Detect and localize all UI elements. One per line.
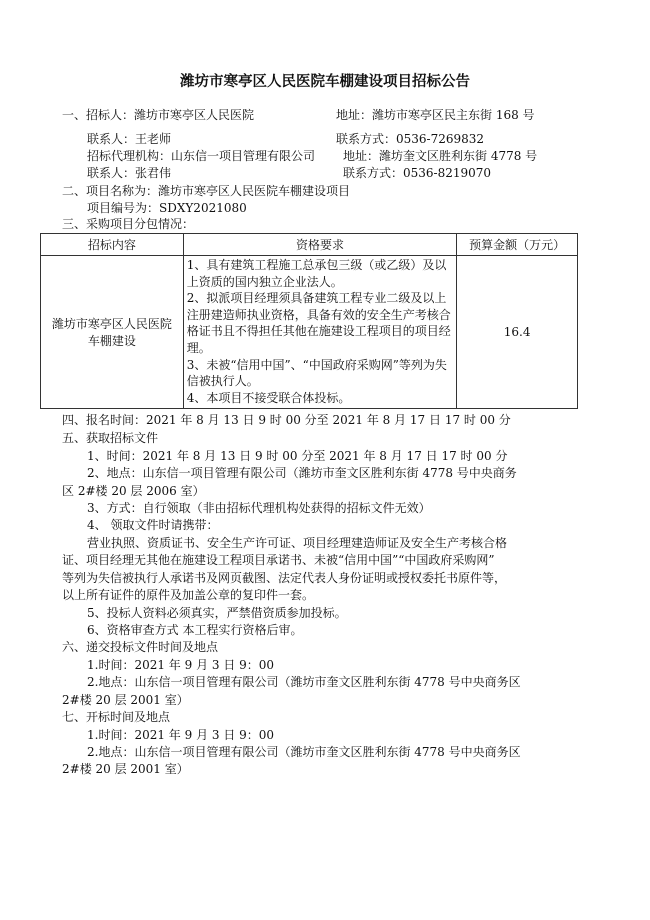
s7-location-a: 2.地点：山东信一项目管理有限公司（潍坊市奎文区胜利东街 4778 号中央商务区 — [87, 745, 521, 759]
table-header-row — [41, 234, 578, 256]
s5-authenticity: 5、投标人资料必须真实，严禁借资质参加投标。 — [87, 606, 347, 620]
contact-phone-1: 联系方式：0536-7269832 — [336, 132, 485, 146]
header-requirements: 资格要求 — [183, 234, 456, 256]
contact-person-1: 联系人：王老师 — [87, 132, 172, 146]
section-5-heading: 五、获取招标文件 — [62, 431, 159, 445]
requirement-item: 2、拟派项目经理须具备建筑工程专业二级及以上注册建造师执业资格，具备有效的安全生产考核合格证书且不得担任其他在施建设工程项目的项目经理。 — [186, 291, 451, 355]
s5-time: 1、时间：2021 年 8 月 13 日 9 时 00 分至 2021 年 8 月 17 日 17 时 00 分 — [87, 449, 508, 463]
section-7-heading: 七、开标时间及地点 — [62, 710, 171, 724]
s6-location-a: 2.地点：山东信一项目管理有限公司（潍坊市奎文区胜利东街 4778 号中央商务区 — [87, 675, 521, 689]
header-budget: 预算金额（万元） — [457, 234, 578, 256]
s5-location-b: 区 2#楼 20 层 2006 室） — [62, 484, 205, 498]
cell-content — [41, 256, 184, 409]
header-content: 招标内容 — [41, 234, 184, 256]
table-row — [41, 256, 578, 409]
s5-docs-b: 证、项目经理无其他在施建设工程项目承诺书、未被“信用中国”“中国政府采购网” — [62, 553, 495, 567]
s5-location-a: 2、地点：山东信一项目管理有限公司（潍坊市奎文区胜利东街 4778 号中央商务 — [87, 466, 517, 480]
tenderer-address: 地址：潍坊市寒亭区民主东街 168 号 — [336, 108, 535, 122]
content-line-1: 潍坊市寒亭区人民医院 — [51, 317, 172, 331]
requirement-item: 3、未被“信用中国”、“中国政府采购网”等列为失信被执行人。 — [186, 357, 447, 389]
requirement-item: 1、具有建筑工程施工总承包三级（或乙级）及以上资质的国内独立企业法人。 — [186, 258, 447, 289]
document-title: 潍坊市寒亭区人民医院车棚建设项目招标公告 — [180, 74, 470, 90]
section-3-heading: 三、采购项目分包情况： — [62, 217, 195, 231]
s6-time: 1.时间：2021 年 9 月 3 日 9：00 — [87, 658, 275, 672]
agency-line: 招标代理机构：山东信一项目管理有限公司 — [87, 149, 316, 163]
contact-person-2: 联系人：张君伟 — [87, 166, 172, 180]
content-line-2: 车棚建设 — [87, 334, 136, 348]
cell-budget: 16.4 — [457, 256, 578, 409]
contact-phone-2: 联系方式：0536-8219070 — [343, 166, 492, 180]
cell-requirements — [183, 256, 456, 409]
s5-docs-d: 以上所有证件的原件及加盖公章的复印件一套。 — [62, 588, 315, 602]
requirement-item: 4、本项目不接受联合体投标。 — [186, 390, 351, 405]
s5-qualification-review: 6、资格审查方式 本工程实行资格后审。 — [87, 623, 303, 637]
s5-docs-c: 等列为失信被执行人承诺书及网页截图、法定代表人身份证明或授权委托书原件等， — [62, 571, 507, 585]
s7-location-b: 2#楼 20 层 2001 室） — [62, 762, 189, 776]
s6-location-b: 2#楼 20 层 2001 室） — [62, 693, 189, 707]
agency-address: 地址：潍坊奎文区胜利东街 4778 号 — [343, 149, 538, 163]
project-name: 二、项目名称为：潍坊市寒亭区人民医院车棚建设项目 — [62, 184, 351, 198]
tenderer-line: 一、招标人：潍坊市寒亭区人民医院 — [62, 108, 255, 122]
section-6-heading: 六、递交投标文件时间及地点 — [62, 640, 219, 654]
s7-time: 1.时间：2021 年 9 月 3 日 9：00 — [87, 728, 275, 742]
procurement-table — [40, 233, 578, 409]
section-4-registration: 四、报名时间：2021 年 8 月 13 日 9 时 00 分至 2021 年 8 月 17 日 17 时 00 分 — [62, 413, 511, 427]
s5-bring-docs: 4、 领取文件时请携带： — [87, 518, 219, 532]
s5-method: 3、方式：自行领取（非由招标代理机构处获得的招标文件无效） — [87, 501, 431, 515]
project-code: 项目编号为：SDXY2021080 — [87, 201, 247, 215]
s5-docs-a: 营业执照、资质证书、安全生产许可证、项目经理建造师证及安全生产考核合格 — [87, 536, 508, 550]
